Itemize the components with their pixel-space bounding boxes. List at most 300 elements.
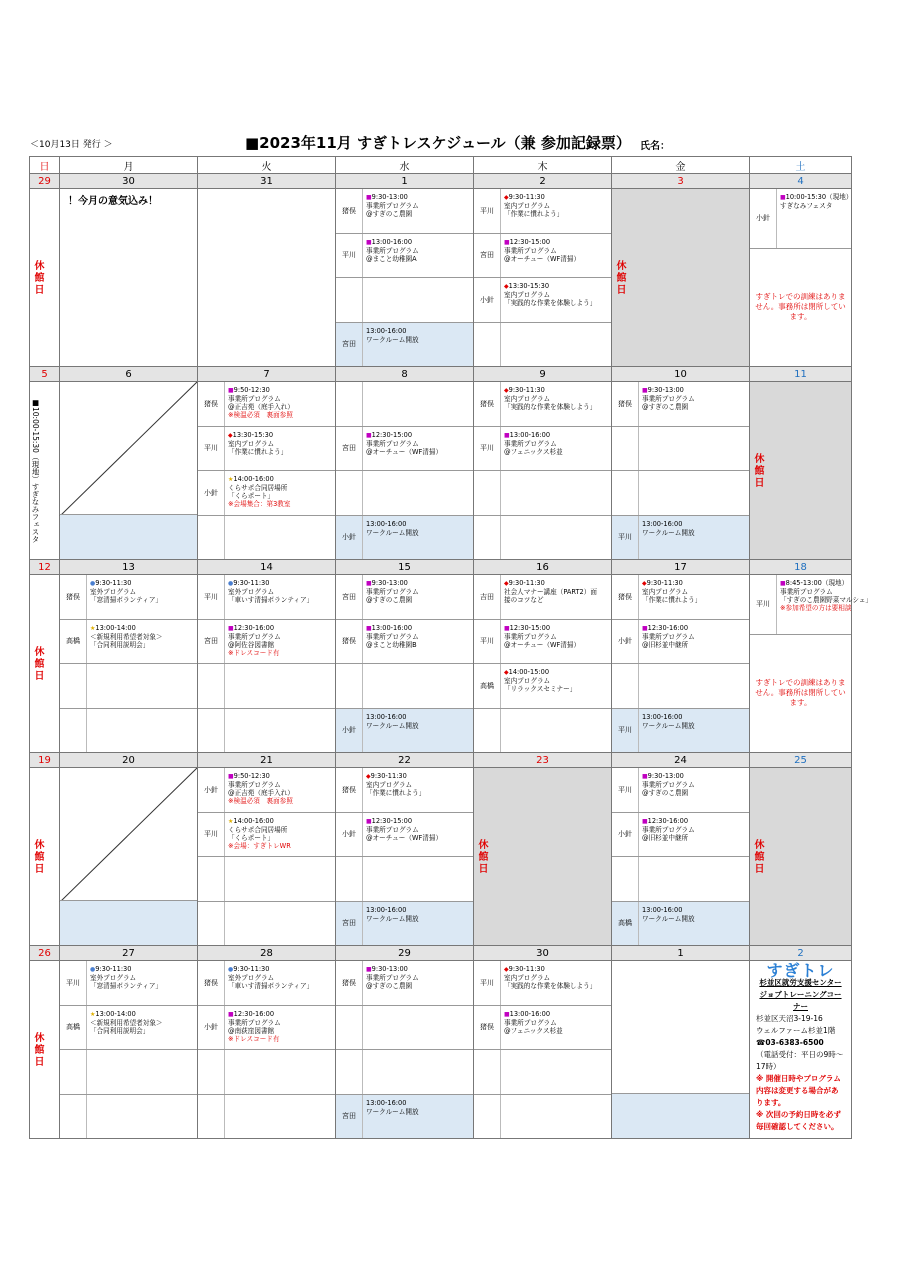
event-mark-icon: ■	[780, 580, 786, 587]
event-time	[366, 906, 419, 915]
event-detail	[363, 768, 427, 812]
event-time-text: 12:30-16:00	[233, 1009, 275, 1018]
event-time	[504, 431, 563, 440]
event-line2: @すぎのこ農園	[366, 982, 413, 990]
event-detail	[501, 620, 582, 664]
event-time-text: 9:50-12:30	[233, 772, 270, 780]
event-time	[228, 772, 294, 781]
event-detail	[87, 575, 164, 619]
staff-name: 小針	[336, 516, 363, 560]
center-info	[750, 961, 851, 1137]
event-line2: 「車いす清掃ボランティア」	[228, 982, 314, 990]
event-slot	[474, 234, 611, 279]
event-line1: 事業所プログラム	[642, 632, 695, 641]
event-mark-icon: ■	[366, 194, 372, 201]
day-cell	[198, 961, 336, 1139]
event-detail	[501, 516, 506, 560]
event-line1: 室外プログラム	[228, 974, 275, 982]
event-line2: @阿佐谷図書館	[228, 640, 275, 649]
event-line1: ワークルーム開放	[642, 721, 695, 730]
staff-name	[198, 857, 225, 901]
event-slot	[60, 961, 197, 1006]
event-line1: 事業所プログラム	[228, 632, 281, 641]
event-slot	[474, 709, 611, 753]
date-number: 4	[750, 174, 852, 189]
event-slot	[474, 323, 611, 367]
staff-name	[336, 471, 363, 515]
event-detail	[225, 961, 315, 1005]
event-time	[366, 327, 419, 336]
event-note: ※検温必須 裏面参照	[228, 797, 293, 805]
staff-name	[198, 902, 225, 946]
day-cell	[30, 961, 60, 1139]
day-schedule	[198, 382, 335, 559]
event-slot	[474, 382, 611, 427]
date-number: 8	[336, 367, 474, 382]
event-slot	[198, 768, 335, 813]
event-line1: 事業所プログラム	[366, 588, 419, 596]
day-cell	[474, 382, 612, 560]
closed-label: 休館日	[32, 259, 43, 296]
day-schedule	[336, 189, 473, 366]
event-time	[228, 624, 281, 633]
event-time-text: 8:45-13:00（現地）	[785, 579, 849, 587]
event-time-text: 12:30-15:00	[371, 816, 413, 825]
event-detail	[225, 382, 296, 426]
event-detail	[639, 813, 697, 857]
event-slot	[612, 575, 749, 620]
day-schedule	[60, 961, 197, 1138]
event-slot	[612, 427, 749, 472]
event-line1: 社会人マナー講座（PART2）面	[504, 588, 597, 596]
event-time-text: 9:30-11:30	[508, 193, 545, 201]
event-time-text: 13:00-16:00	[509, 430, 551, 439]
event-line2: 「作業に慣れよう」	[504, 210, 564, 218]
event-line1: 室内プログラム	[228, 439, 275, 448]
event-line1: ワークルーム開放	[642, 914, 695, 923]
event-slot	[612, 857, 749, 902]
event-detail	[363, 1006, 368, 1050]
date-number: 25	[750, 753, 852, 768]
event-line2: 「合同利用説明会」	[90, 1026, 150, 1035]
staff-name	[60, 709, 87, 753]
day-cell	[30, 382, 60, 560]
day-schedule	[474, 961, 611, 1138]
date-number: 2	[474, 174, 612, 189]
event-line2: 「窓清掃ボランティア」	[90, 982, 163, 990]
day-schedule	[198, 575, 335, 752]
event-detail	[87, 961, 164, 1005]
date-number: 22	[336, 753, 474, 768]
event-detail	[87, 1095, 92, 1139]
page-title: ■2023年11月 すぎトレスケジュール（兼 参加記録票）	[245, 134, 631, 152]
event-detail	[639, 427, 644, 471]
staff-name: 平川	[474, 620, 501, 664]
date-number: 30	[60, 174, 198, 189]
event-note: ※会場：すぎトレWR	[228, 841, 291, 850]
staff-name	[336, 1006, 363, 1050]
event-mark-icon: ■	[366, 580, 372, 587]
staff-name: 小針	[198, 768, 225, 812]
event-slot	[198, 427, 335, 472]
event-slot	[198, 1006, 335, 1051]
event-time	[780, 193, 852, 202]
day-cell	[198, 189, 336, 367]
event-time-text: 9:30-11:30	[646, 579, 683, 587]
date-number: 31	[198, 174, 336, 189]
event-line2: 「実践的な作業を体験しよう」	[504, 403, 597, 411]
event-detail	[225, 575, 315, 619]
event-mark-icon: ■	[642, 387, 648, 394]
day-cell	[60, 768, 198, 946]
weekday-header: 木	[474, 157, 612, 174]
staff-name: 高橋	[60, 620, 87, 664]
event-line2: 「実践的な作業を体験しよう」	[504, 982, 597, 990]
event-time-text: 12:30-16:00	[647, 816, 689, 825]
event-time-text: 13:30-15:30	[232, 430, 274, 439]
event-time-text: 13:00-14:00	[95, 623, 136, 632]
event-time-text: 13:00-14:00	[95, 1009, 136, 1018]
event-slot	[60, 1095, 197, 1139]
event-mark-icon: ■	[366, 817, 372, 825]
event-slot	[474, 575, 611, 620]
event-time-text: 13:00-16:00	[509, 1009, 551, 1018]
event-time	[366, 520, 419, 529]
event-line1: 室内プログラム	[504, 677, 551, 685]
staff-name: 猪俣	[474, 1006, 501, 1050]
event-line2: 「作業に慣れよう」	[228, 447, 288, 456]
closed-label: 休館日	[32, 838, 43, 875]
event-mark-icon: ■	[366, 431, 372, 439]
event-slot	[60, 620, 197, 665]
event-time-text: 13:00-16:00	[642, 905, 683, 914]
event-line1: 室外プログラム	[90, 974, 137, 982]
event-line1: 事業所プログラム	[642, 781, 695, 789]
event-mark-icon: ■	[504, 238, 510, 246]
event-slot	[198, 1095, 335, 1139]
event-detail	[363, 1050, 368, 1094]
event-detail	[501, 664, 578, 708]
event-time	[642, 713, 695, 722]
event-line1: ＜新規利用希望者対象＞	[90, 1018, 163, 1027]
event-mark-icon: ■	[366, 966, 372, 973]
event-detail	[225, 1095, 230, 1139]
org-name: 杉並区就労支援センター	[759, 978, 842, 987]
day-cell	[60, 189, 198, 367]
staff-name: 平川	[612, 768, 639, 812]
staff-name: 猪俣	[60, 575, 87, 619]
day-cell	[474, 961, 612, 1139]
event-slot	[474, 664, 611, 709]
event-time	[90, 624, 163, 633]
date-number: 15	[336, 560, 474, 575]
event-time-text: 14:00-16:00	[233, 816, 274, 825]
event-line2: @オーチュー（WF清掃）	[366, 447, 443, 456]
staff-name: 宮田	[474, 234, 501, 278]
staff-name: 吉田	[474, 575, 501, 619]
day-cell	[198, 768, 336, 946]
staff-name: 高橋	[474, 664, 501, 708]
event-slot	[60, 1006, 197, 1051]
event-line1: 事業所プログラム	[504, 246, 557, 255]
event-line2: 「リラックスセミナー」	[504, 685, 577, 693]
event-time	[366, 772, 425, 781]
motto-heading: ！今月の意気込み！	[68, 196, 158, 207]
staff-name	[198, 709, 225, 753]
staff-name: 猪俣	[198, 382, 225, 426]
event-line2: 「すぎのこ農園野菜マルシェ」	[780, 596, 873, 604]
issue-date: ＜10月13日 発行 ＞	[30, 140, 113, 150]
event-line2: 「くらポート」	[228, 833, 275, 842]
event-mark-icon: ■	[366, 238, 372, 246]
staff-name	[612, 664, 639, 708]
event-slot	[474, 961, 611, 1006]
event-time	[228, 386, 294, 395]
event-detail	[501, 323, 506, 367]
event-slot	[336, 516, 473, 560]
event-detail	[225, 427, 289, 471]
event-slot	[336, 857, 473, 902]
event-line1: ワークルーム開放	[366, 528, 419, 537]
event-line1: ワークルーム開放	[366, 335, 419, 344]
day-schedule	[612, 768, 749, 945]
event-line1: くらサポ合同居場所	[228, 825, 288, 834]
event-time	[366, 624, 419, 633]
event-detail	[363, 1095, 421, 1139]
event-detail	[501, 1095, 506, 1139]
date-number: 1	[612, 946, 750, 961]
staff-name: 猪俣	[474, 382, 501, 426]
event-time	[504, 668, 576, 677]
event-detail	[225, 1006, 283, 1050]
event-detail	[639, 575, 703, 619]
event-time	[228, 431, 287, 440]
event-mark-icon: ★	[90, 1010, 96, 1018]
day-schedule	[474, 382, 611, 559]
event-time	[642, 772, 695, 781]
staff-name: 平川	[198, 575, 225, 619]
event-detail	[363, 709, 421, 753]
event-detail	[501, 1006, 565, 1050]
event-time	[366, 1099, 419, 1108]
event-slot	[474, 189, 611, 234]
event-note: ※検温必須 裏面参照	[228, 411, 293, 419]
event-line1: すぎなみフェスタ	[780, 202, 833, 210]
schedule-calendar	[29, 156, 873, 1139]
event-mark-icon: ■	[642, 817, 648, 825]
staff-name	[612, 427, 639, 471]
staff-name: 猪俣	[198, 961, 225, 1005]
event-slot	[474, 427, 611, 472]
event-detail	[363, 575, 421, 619]
event-line2: @正吉苑（庭手入れ）	[228, 403, 294, 411]
closed-label: 休館日	[614, 259, 625, 296]
event-line1: 室外プログラム	[90, 588, 137, 596]
event-mark-icon: ●	[90, 580, 96, 587]
day-cell	[60, 575, 198, 753]
event-detail	[639, 709, 697, 753]
event-slot	[336, 427, 473, 472]
event-slot	[336, 471, 473, 516]
weekday-header: 土	[750, 157, 852, 174]
event-time-text: 13:00-16:00	[366, 519, 407, 528]
date-number: 29	[30, 174, 60, 189]
event-detail	[363, 857, 368, 901]
festa-vertical: ■10:00-15:30（現地）すぎなみフェスタ	[31, 398, 40, 543]
event-line1: 事業所プログラム	[642, 395, 695, 403]
day-cell	[30, 189, 60, 367]
event-mark-icon: ★	[228, 476, 234, 483]
date-number: 17	[612, 560, 750, 575]
event-time	[642, 624, 695, 633]
event-slot	[198, 575, 335, 620]
staff-name: 猪俣	[336, 189, 363, 233]
event-detail	[363, 427, 444, 471]
staff-name: 宮田	[198, 620, 225, 664]
event-time-text: 14:00-15:00	[508, 668, 550, 676]
day-cell	[60, 382, 198, 560]
date-number: 14	[198, 560, 336, 575]
event-time-text: 9:30-11:30	[508, 965, 545, 973]
staff-name	[60, 1050, 87, 1094]
event-detail	[777, 575, 874, 634]
date-number: 23	[474, 753, 612, 768]
day-cell	[750, 961, 852, 1139]
event-line1: くらサポ合同居場所	[228, 484, 288, 492]
weekday-header: 金	[612, 157, 750, 174]
event-mark-icon: ■	[366, 624, 372, 632]
event-line1: 事業所プログラム	[366, 439, 419, 448]
staff-name: 猪俣	[336, 768, 363, 812]
day-cell	[198, 382, 336, 560]
event-line1: 事業所プログラム	[780, 588, 833, 596]
event-line2: @すぎのこ農園	[366, 210, 413, 218]
day-cell	[336, 768, 474, 946]
event-slot	[612, 813, 749, 858]
staff-name: 猪俣	[612, 575, 639, 619]
date-number: 7	[198, 367, 336, 382]
event-slot	[750, 575, 873, 635]
event-detail	[363, 382, 368, 426]
staff-name: 宮田	[336, 323, 363, 367]
staff-name	[336, 1050, 363, 1094]
event-mark-icon: ●	[228, 966, 234, 973]
event-line2: 接のコツなど	[504, 596, 544, 604]
event-time	[366, 579, 419, 588]
event-time	[366, 965, 419, 974]
event-line2: @旧杉並中継所	[642, 640, 689, 649]
day-schedule	[336, 382, 473, 559]
event-line2: @南荻窪図書館	[228, 1026, 275, 1035]
event-mark-icon: ■	[642, 624, 648, 632]
event-detail	[225, 768, 296, 812]
event-time	[228, 579, 313, 588]
day-cell	[30, 768, 60, 946]
event-detail	[363, 323, 421, 367]
event-line2: 「作業に慣れよう」	[366, 789, 426, 797]
day-cell	[198, 575, 336, 753]
org-name: ジョブトレーニングコーナー	[759, 990, 842, 1011]
event-line1: 室内プログラム	[642, 588, 689, 596]
event-mark-icon: ■	[780, 194, 786, 201]
event-detail	[363, 278, 368, 322]
day-cell	[612, 382, 750, 560]
event-line1: 事業所プログラム	[642, 825, 695, 834]
staff-name	[60, 1095, 87, 1139]
event-slot	[612, 471, 749, 516]
event-time-text: 9:50-12:30	[233, 386, 270, 394]
staff-name: 平川	[612, 709, 639, 753]
event-detail	[225, 471, 292, 515]
event-time-text: 9:30-13:00	[647, 772, 684, 780]
event-time-text: 12:30-15:00	[509, 237, 551, 246]
staff-name: 猪俣	[336, 961, 363, 1005]
event-time	[366, 817, 442, 826]
event-time	[504, 238, 580, 247]
event-time	[504, 386, 596, 395]
event-line1: ワークルーム開放	[642, 528, 695, 537]
date-number: 16	[474, 560, 612, 575]
staff-name	[336, 664, 363, 708]
date-number: 9	[474, 367, 612, 382]
event-line2: @まこと幼稚園A	[366, 254, 417, 263]
event-mark-icon: ◆	[504, 387, 509, 394]
event-detail	[225, 709, 230, 753]
event-slot	[198, 516, 335, 560]
event-slot	[336, 278, 473, 323]
event-time	[366, 431, 442, 440]
event-time-text: 13:00-16:00	[366, 1098, 407, 1107]
date-number: 2	[750, 946, 852, 961]
event-detail	[639, 664, 644, 708]
event-line2: @正吉苑（庭手入れ）	[228, 789, 294, 797]
event-line1: 事業所プログラム	[504, 632, 557, 641]
day-cell	[474, 575, 612, 753]
staff-name	[198, 664, 225, 708]
day-cell	[30, 575, 60, 753]
event-detail	[225, 813, 293, 857]
event-detail	[225, 1050, 230, 1094]
date-number: 28	[198, 946, 336, 961]
event-line2: 「実践的な作業を体験しよう」	[504, 299, 597, 307]
staff-name: 平川	[474, 961, 501, 1005]
event-slot	[60, 1050, 197, 1095]
event-line1: 事業所プログラム	[366, 974, 419, 982]
event-mark-icon: ◆	[504, 966, 509, 973]
event-mark-icon: ★	[90, 624, 96, 632]
event-time	[504, 282, 596, 291]
weekday-header: 月	[60, 157, 198, 174]
event-time-text: 9:30-11:30	[95, 965, 132, 973]
workroom-empty	[612, 1093, 749, 1138]
event-time	[642, 817, 695, 826]
event-line2: @旧杉並中継所	[642, 833, 689, 842]
event-line2: @フェニックス杉並	[504, 1026, 563, 1035]
event-time-text: 9:30-11:30	[95, 579, 132, 587]
staff-name: 小針	[474, 278, 501, 322]
event-detail	[639, 471, 644, 515]
event-detail	[501, 709, 506, 753]
event-mark-icon: ●	[228, 580, 234, 587]
event-line2: 「合同利用説明会」	[90, 640, 150, 649]
event-detail	[639, 857, 644, 901]
date-number: 12	[30, 560, 60, 575]
day-cell	[750, 575, 873, 753]
event-detail	[501, 427, 565, 471]
date-number: 24	[612, 753, 750, 768]
hours: （電話受付：平日の9時〜17時）	[756, 1050, 844, 1071]
day-schedule	[336, 768, 473, 945]
